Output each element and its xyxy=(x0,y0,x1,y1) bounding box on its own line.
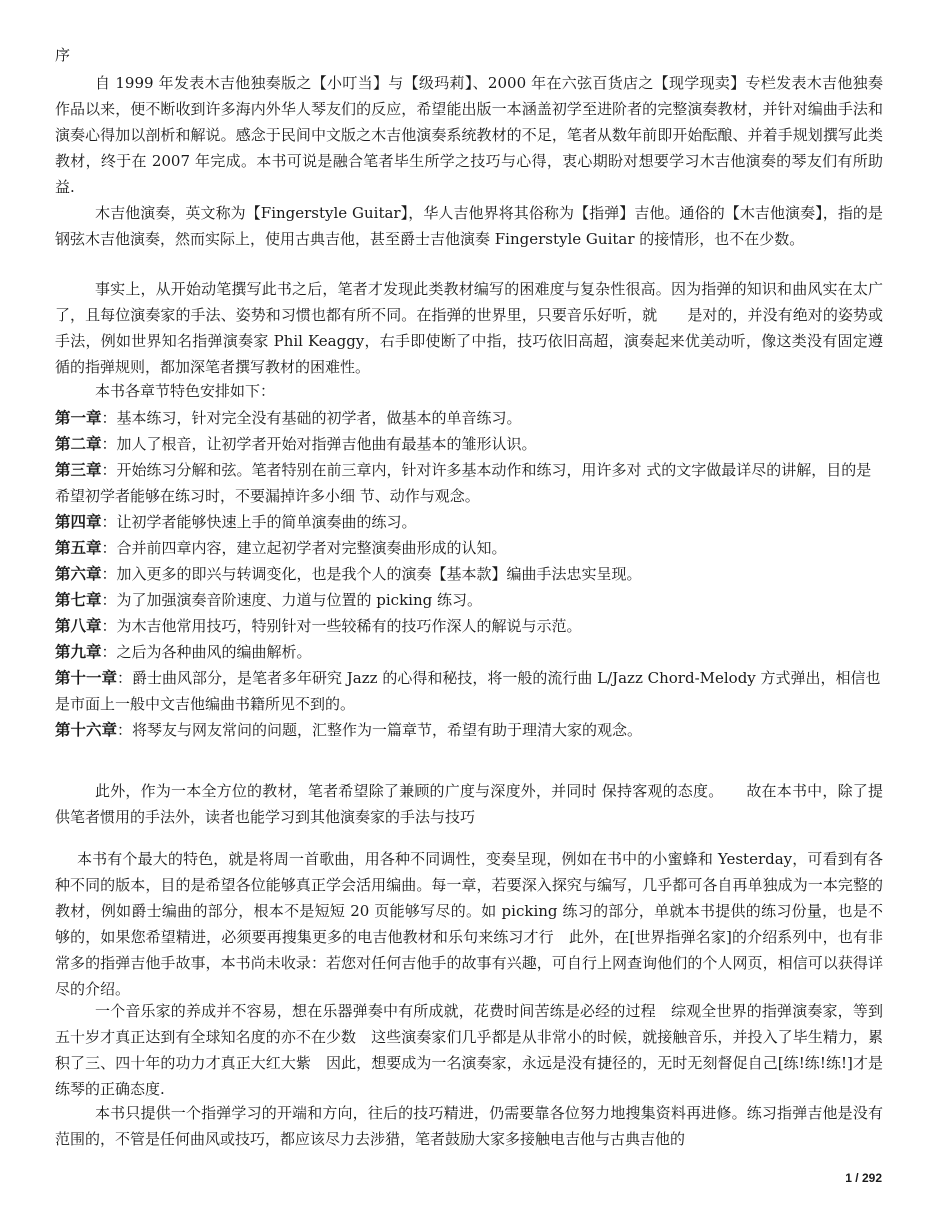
chapter-text: ：合并前四章内容，建立起初学者对完整演奏曲形成的认知。 xyxy=(101,539,507,557)
chapter-label: 第九章 xyxy=(55,643,102,661)
chapter-label: 第七章 xyxy=(55,591,102,609)
chapter-item xyxy=(55,405,883,431)
chapter-label: 第十六章 xyxy=(55,721,118,739)
chapter-text: ：爵士曲风部分，是笔者多年研究 Jazz 的心得和秘技，将一般的流行曲 L/Jazz Chord-Melody 方式弹出，相信也是市面上一般中文吉他编曲书籍所见不到的。 xyxy=(55,669,881,713)
chapter-text: ：开始练习分解和弦。笔者特别在前三章内，针对许多基本动作和练习，用许多对 式的文字做最详尽的讲解，目的是希望初学者能够在练习时，不要漏掉许多小细 节、动作与观念。 xyxy=(55,461,872,505)
chapter-text: ：之后为各种曲风的编曲解析。 xyxy=(101,643,312,661)
chapter-text: ：加入更多的即兴与转调变化，也是我个人的演奏【基本款】编曲手法忠实呈现。 xyxy=(101,565,642,583)
chapter-item xyxy=(55,613,883,639)
chapter-label: 第八章 xyxy=(55,617,102,635)
chapter-label: 第一章 xyxy=(55,409,102,427)
chapter-list xyxy=(55,405,883,743)
paragraph-variations: 本书有个最大的特色，就是将周一首歌曲，用各种不同调性，变奏呈现，例如在书中的小蜜蜂和 Yesterday，可看到有各种不同的版本，目的是希望各位能够真正学会活用编曲。每一章，若要深入探究与编写，几乎都可各自再单独成为一本完整的教材，例如爵士编曲的部分，根本不是短短 20 页能够写尽的。如 picking 练习的部分，单就本书提供的练习份量，也是不够的，如果您希望精进，必须要再搜集更多的电吉他教材和乐句来练习才行 此外，在[世界指弹名家]的介绍系列中，也有非常多的指弹吉他手故事，本书尚未收录：若您对任何吉他手的故事有兴趣，可自行上网查询他们的个人网页，相信可以获得详尽的介绍。 xyxy=(55,850,883,998)
chapter-text: ：将琴友与网友常问的问题，汇整作为一篇章节，希望有助于理清大家的观念。 xyxy=(117,721,643,739)
paragraph-objectivity: 此外，作为一本全方位的教材，笔者希望除了兼顾的广度与深度外，并同时 保持客观的态度。 故在本书中，除了提供笔者惯用的手法外，读者也能学习到其他演奏家的手法与技巧 xyxy=(55,782,883,826)
chapter-label: 第四章 xyxy=(55,513,102,531)
chapter-label: 第五章 xyxy=(55,539,102,557)
chapter-text: ：基本练习，针对完全没有基础的初学者，做基本的单音练习。 xyxy=(101,409,522,427)
paragraph-fingerstyle-definition: 木吉他演奏，英文称为【Fingerstyle Guitar】，华人吉他界将其俗称为【指弹】吉他。通俗的【木吉他演奏】，指的是钢弦木吉他演奏，然而实际上，使用古典吉他，甚至爵士吉他演奏 Fingerstyle Guitar 的接情形，也不在少数。 xyxy=(55,204,883,248)
page-number: 1 / 292 xyxy=(845,1171,882,1185)
chapter-text: ：让初学者能够快速上手的简单演奏曲的练习。 xyxy=(101,513,417,531)
chapter-item xyxy=(55,509,883,535)
chapter-item xyxy=(55,431,883,457)
chapter-text: ：为了加强演奏音阶速度、力道与位置的 picking 练习。 xyxy=(101,591,483,609)
paragraph-chapter-intro: 本书各章节特色安排如下： xyxy=(95,382,276,400)
chapter-item xyxy=(55,717,883,743)
chapter-item xyxy=(55,587,883,613)
chapter-item xyxy=(55,639,883,665)
chapter-label: 第三章 xyxy=(55,461,102,479)
chapter-label: 第十一章 xyxy=(55,669,118,687)
paragraph-difficulty: 事实上，从开始动笔撰写此书之后，笔者才发现此类教材编写的困难度与复杂性很高。因为指弹的知识和曲风实在太广了，且每位演奏家的手法、姿势和习惯也都有所不同。在指弹的世界里，只要音乐好听，就 是对的，并没有绝对的姿势或手法，例如世界知名指弹演奏家 Phil Keaggy，右手即使断了中指，技巧依旧高超，演奏起来优美动听，像这类没有固定遵循的指弹规则，都加深笔者撰写教材的困难性。 xyxy=(55,280,883,376)
chapter-text: ：为木吉他常用技巧，特别针对一些较稀有的技巧作深人的解说与示范。 xyxy=(101,617,582,635)
preface-heading: 序 xyxy=(55,46,71,64)
chapter-item xyxy=(55,561,883,587)
chapter-label: 第六章 xyxy=(55,565,102,583)
chapter-item xyxy=(55,457,883,509)
paragraph-direction: 本书只提供一个指弹学习的开端和方向，往后的技巧精进，仍需要靠各位努力地搜集资料再进修。练习指弹吉他是没有范围的，不管是任何曲风或技巧，都应该尽力去涉猎，笔者鼓励大家多接触电吉他与古典吉他的 xyxy=(55,1104,883,1148)
paragraph-intro: 自 1999 年发表木吉他独奏版之【小叮当】与【级玛莉】、2000 年在六弦百货店之【现学现卖】专栏发表木吉他独奏作品以来，便不断收到许多海内外华人琴友们的反应，希望能出版一本涵盖初学至进阶者的完整演奏教材，并针对编曲手法和演奏心得加以剖析和解说。感念于民间中文版之木吉他演奏系统教材的不足，笔者从数年前即开始酝酿、并着手规划撰写此类教材，终于在 2007 年完成。本书可说是融合笔者毕生所学之技巧与心得，衷心期盼对想要学习木吉他演奏的琴友们有所助益. xyxy=(55,74,883,196)
chapter-item xyxy=(55,665,883,717)
paragraph-practice: 一个音乐家的养成并不容易，想在乐器弹奏中有所成就，花费时间苦练是必经的过程 综观全世界的指弹演奏家，等到五十岁才真正达到有全球知名度的亦不在少数 这些演奏家们几乎都是从非常小的时候，就接触音乐，并投入了毕生精力，累积了三、四十年的功力才真正大红大紫 因此，想要成为一名演奏家，永远是没有捷径的，无时无刻督促自己[练!练!练!]才是练琴的正确态度. xyxy=(55,1002,883,1098)
chapter-item xyxy=(55,535,883,561)
chapter-text: ：加人了根音，让初学者开始对指弹吉他曲有最基本的雏形认识。 xyxy=(101,435,537,453)
chapter-label: 第二章 xyxy=(55,435,102,453)
